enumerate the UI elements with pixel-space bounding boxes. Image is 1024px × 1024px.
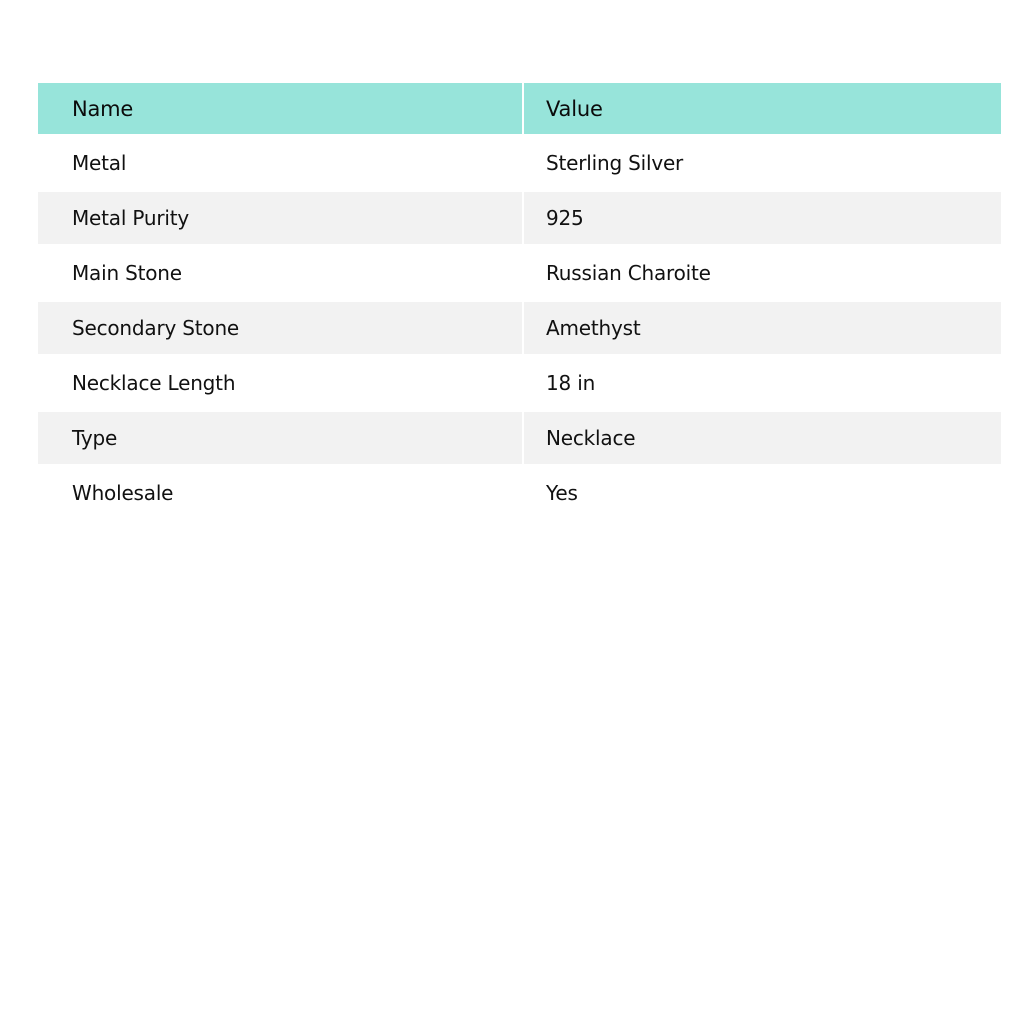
table-header bbox=[38, 83, 1001, 134]
table-row bbox=[38, 354, 1001, 412]
table-row bbox=[38, 412, 1001, 464]
header-row bbox=[38, 83, 1001, 134]
row-value: Sterling Silver bbox=[523, 134, 1001, 192]
row-value: Russian Charoite bbox=[523, 244, 1001, 302]
row-name: Metal bbox=[38, 134, 523, 192]
header-name: Name bbox=[38, 83, 523, 134]
row-name: Main Stone bbox=[38, 244, 523, 302]
header-value: Value bbox=[523, 83, 1001, 134]
row-value: Amethyst bbox=[523, 302, 1001, 354]
table-row bbox=[38, 244, 1001, 302]
table-row bbox=[38, 134, 1001, 192]
row-name: Secondary Stone bbox=[38, 302, 523, 354]
row-name: Metal Purity bbox=[38, 192, 523, 244]
table-row bbox=[38, 464, 1001, 522]
table-row bbox=[38, 192, 1001, 244]
row-value: 925 bbox=[523, 192, 1001, 244]
row-name: Type bbox=[38, 412, 523, 464]
row-value: Yes bbox=[523, 464, 1001, 522]
row-name: Wholesale bbox=[38, 464, 523, 522]
row-value: 18 in bbox=[523, 354, 1001, 412]
specifications-table bbox=[38, 83, 1001, 522]
table-body bbox=[38, 134, 1001, 522]
row-name: Necklace Length bbox=[38, 354, 523, 412]
table-row bbox=[38, 302, 1001, 354]
row-value: Necklace bbox=[523, 412, 1001, 464]
